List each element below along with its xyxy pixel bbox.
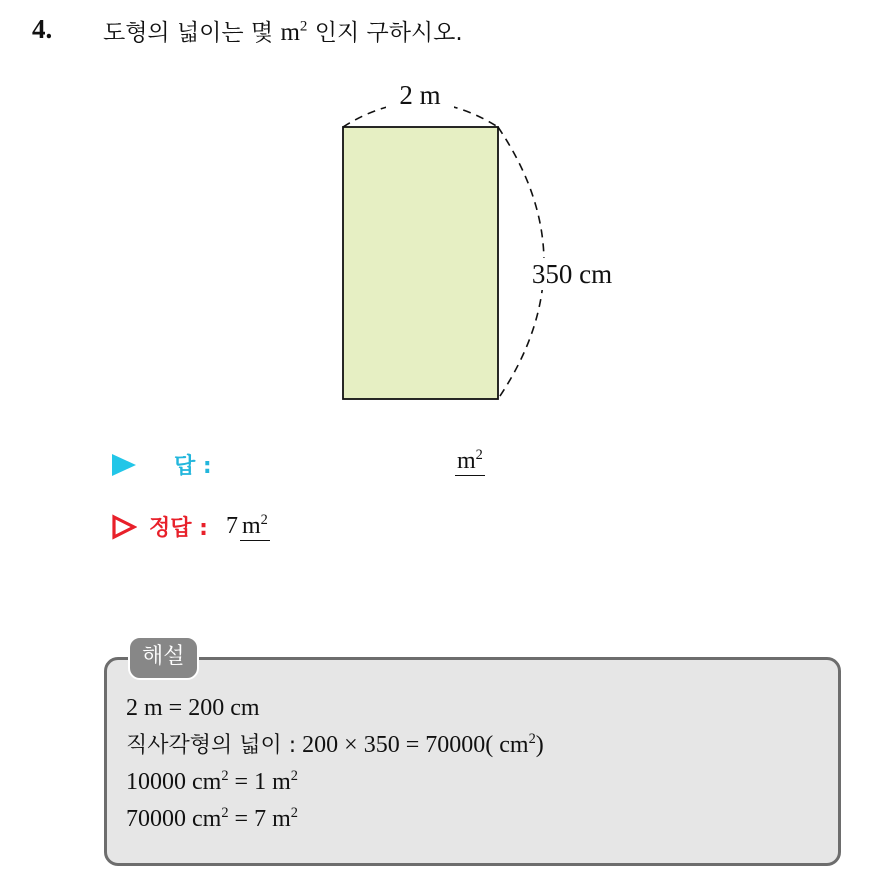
correct-answer-label: 정답 : (149, 516, 208, 541)
explanation-title: 해설 (128, 636, 199, 680)
question-text-after: 인지 구하시오. (314, 20, 463, 46)
question-text-before: 도형의 넓이는 몇 (103, 20, 274, 46)
height-label: 350 cm (531, 259, 613, 289)
explanation-line-4: 70000 $cm^2 = 7$ $m^2$ (126, 805, 298, 832)
correct-answer-value: 7 $m^2$ (225, 512, 268, 539)
rectangle-shape (343, 127, 498, 399)
answer-label: 답 : (174, 454, 212, 479)
outline-arrow-icon (111, 514, 137, 540)
explanation-line-3: 10000 $cm^2 = 1$ $m^2$ (126, 768, 298, 795)
answer-row (112, 449, 212, 480)
question-number: 4. (32, 14, 53, 44)
play-arrow-icon (112, 454, 136, 476)
explanation-content (126, 690, 544, 838)
explanation-line-1: 2 m = 200 cm (126, 695, 260, 721)
answer-blank[interactable]: $m^2$ (457, 447, 483, 474)
explanation-line-2: 직사각형의 넓이 : 200 × 350 = 70000( $cm^2$) (126, 731, 544, 758)
correct-answer-row (111, 511, 270, 542)
question-unit: $m^2$ (280, 18, 308, 46)
width-label: 2 m (399, 80, 441, 110)
